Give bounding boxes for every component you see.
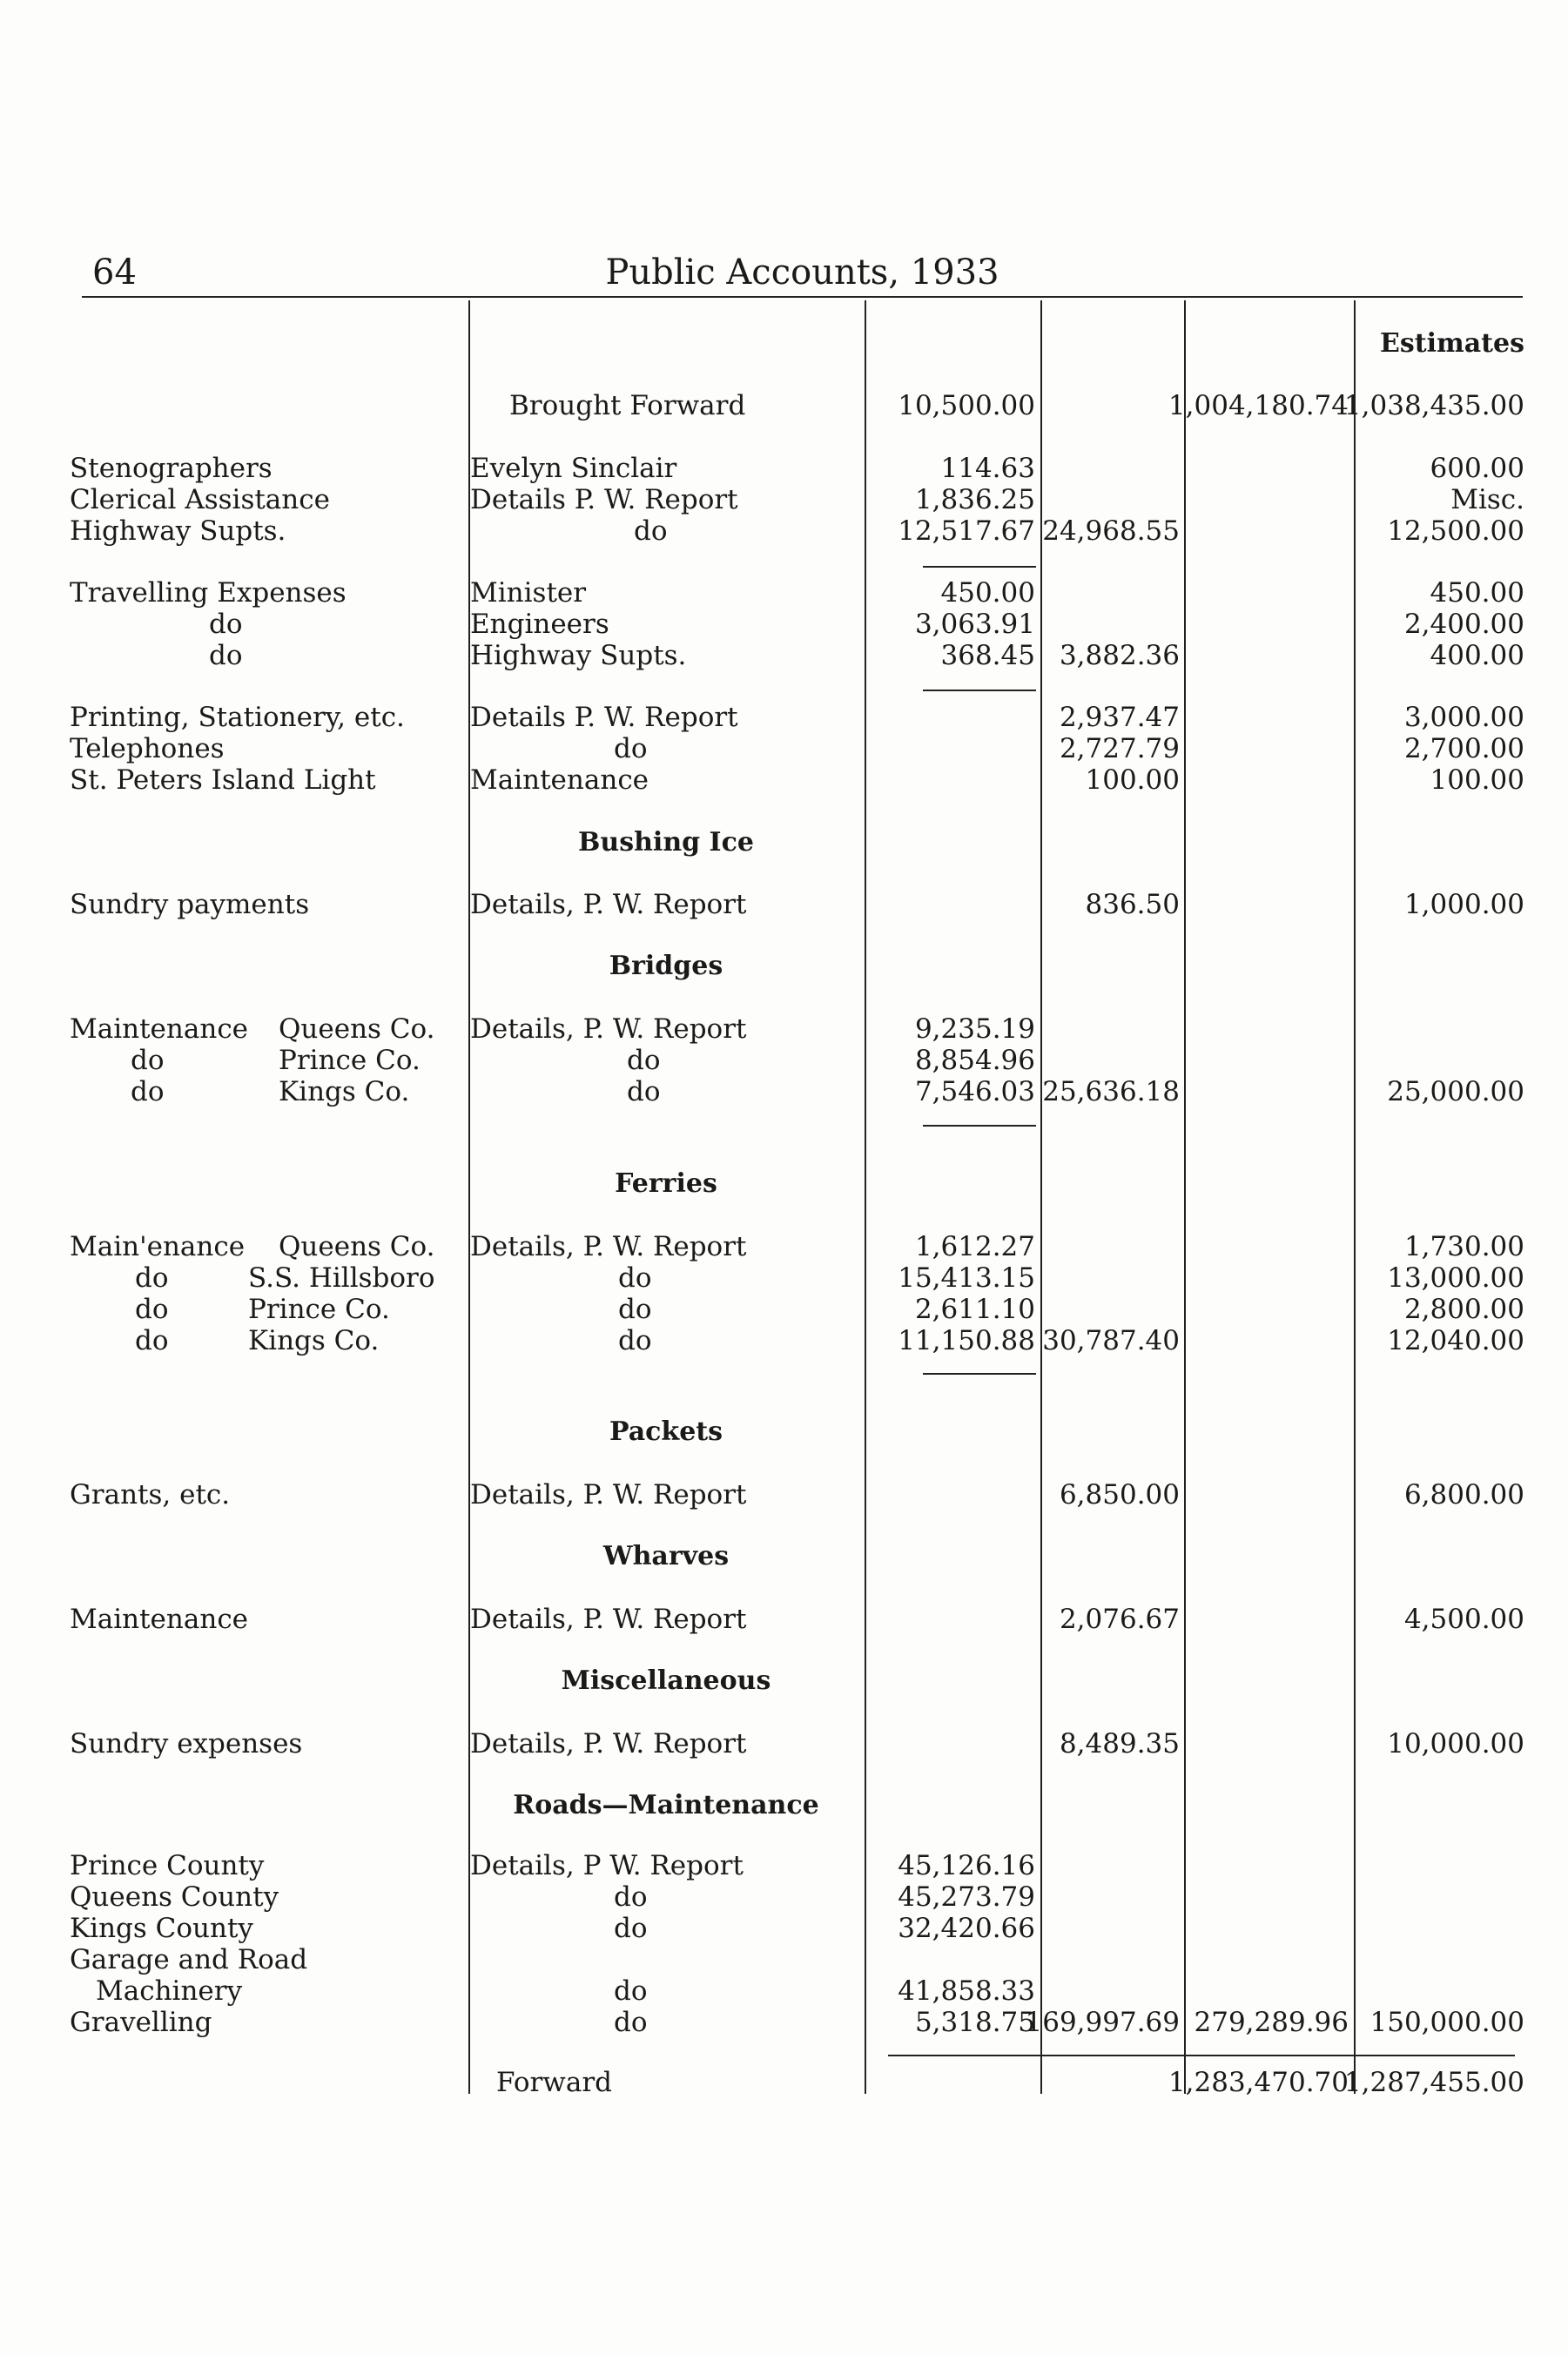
row-label: Kings County bbox=[70, 1913, 253, 1944]
row-amount: 450.00 bbox=[940, 577, 1035, 609]
forward-c6: 1,287,455.00 bbox=[1343, 2067, 1524, 2098]
brought-forward-c5: 1,004,180.74 bbox=[1168, 390, 1349, 421]
row-estimate: 2,800.00 bbox=[1403, 1294, 1524, 1325]
row-label: Telephones bbox=[70, 733, 225, 764]
row-estimate: 150,000.00 bbox=[1369, 2007, 1524, 2038]
row-detail: do bbox=[627, 1076, 661, 1107]
row-subtotal: 2,076.67 bbox=[1059, 1604, 1180, 1635]
row-estimate: 2,700.00 bbox=[1403, 733, 1524, 764]
row-detail: do bbox=[618, 1294, 652, 1325]
row-amount: 1,836.25 bbox=[914, 484, 1035, 515]
row-amount: 15,413.15 bbox=[898, 1262, 1035, 1294]
row-estimate: 1,000.00 bbox=[1403, 889, 1524, 920]
row-label: St. Peters Island Light bbox=[70, 764, 376, 796]
section-heading: Packets bbox=[609, 1416, 723, 1447]
row-detail: Details, P. W. Report bbox=[470, 1604, 747, 1635]
row-detail: do bbox=[614, 733, 648, 764]
row-county: S.S. Hillsboro bbox=[248, 1262, 435, 1294]
row-label: Clerical Assistance bbox=[70, 484, 330, 515]
column-divider bbox=[1040, 300, 1042, 2094]
row-detail: Details P. W. Report bbox=[470, 702, 738, 733]
brought-forward-c6: 1,038,435.00 bbox=[1343, 390, 1524, 421]
row-label: Garage and Road bbox=[70, 1944, 308, 1975]
row-label: Sundry payments bbox=[70, 889, 310, 920]
row-label: Grants, etc. bbox=[70, 1479, 231, 1511]
row-subtotal: 25,636.18 bbox=[1042, 1076, 1180, 1107]
row-estimate: 12,040.00 bbox=[1387, 1325, 1524, 1356]
row-detail: Details, P. W. Report bbox=[470, 1728, 747, 1760]
row-estimate: 600.00 bbox=[1430, 453, 1524, 484]
row-detail: do bbox=[614, 1913, 648, 1944]
row-detail: Details, P. W. Report bbox=[470, 1479, 747, 1511]
row-detail: Details, P. W. Report bbox=[470, 889, 747, 920]
row-amount: 9,235.19 bbox=[914, 1013, 1035, 1045]
row-subtotal: 100.00 bbox=[1085, 764, 1180, 796]
row-amount: 32,420.66 bbox=[898, 1913, 1035, 1944]
section-heading: Ferries bbox=[615, 1168, 717, 1199]
row-amount: 3,063.91 bbox=[914, 609, 1035, 640]
row-amount: 2,611.10 bbox=[914, 1294, 1035, 1325]
row-detail: Details, P. W. Report bbox=[470, 1231, 747, 1262]
row-detail: Maintenance bbox=[470, 764, 649, 796]
row-estimate: 1,730.00 bbox=[1403, 1231, 1524, 1262]
subtotal-rule bbox=[923, 566, 1036, 568]
row-county: Prince Co. bbox=[248, 1294, 390, 1325]
row-amount: 5,318.75 bbox=[914, 2007, 1035, 2038]
section-heading: Roads—Maintenance bbox=[513, 1790, 819, 1820]
subtotal-rule bbox=[923, 1125, 1036, 1127]
row-estimate: 25,000.00 bbox=[1387, 1076, 1524, 1107]
row-detail: do bbox=[614, 1881, 648, 1913]
row-amount: 11,150.88 bbox=[898, 1325, 1035, 1356]
brought-forward-label: Brought Forward bbox=[509, 390, 746, 421]
row-label: Highway Supts. bbox=[70, 515, 286, 547]
row-detail: Engineers bbox=[470, 609, 609, 640]
row-estimate: 400.00 bbox=[1430, 640, 1524, 671]
row-detail: do bbox=[618, 1262, 652, 1294]
row-estimate: 13,000.00 bbox=[1387, 1262, 1524, 1294]
row-county: Prince Co. bbox=[279, 1045, 421, 1076]
row-label: Main'enance bbox=[70, 1231, 246, 1262]
row-county: Queens Co. bbox=[279, 1231, 435, 1262]
row-detail: do bbox=[614, 1975, 648, 2007]
row-subtotal: 30,787.40 bbox=[1042, 1325, 1180, 1356]
row-label: Printing, Stationery, etc. bbox=[70, 702, 405, 733]
row-county: Queens Co. bbox=[279, 1013, 435, 1045]
row-label: do bbox=[135, 1325, 169, 1356]
row-label: do bbox=[131, 1045, 165, 1076]
row-subtotal: 8,489.35 bbox=[1059, 1728, 1180, 1760]
brought-forward-c3: 10,500.00 bbox=[898, 390, 1035, 421]
row-amount: 7,546.03 bbox=[914, 1076, 1035, 1107]
section-heading: Bridges bbox=[609, 951, 723, 981]
row-label: do bbox=[131, 1076, 165, 1107]
row-estimate: 6,800.00 bbox=[1403, 1479, 1524, 1511]
row-subtotal: 836.50 bbox=[1085, 889, 1180, 920]
row-label: do bbox=[135, 1262, 169, 1294]
row-amount: 8,854.96 bbox=[914, 1045, 1035, 1076]
row-estimate: 3,000.00 bbox=[1403, 702, 1524, 733]
section-heading: Wharves bbox=[602, 1541, 730, 1571]
section-heading: Bushing Ice bbox=[578, 827, 754, 858]
row-label: Sundry expenses bbox=[70, 1728, 303, 1760]
row-detail: Minister bbox=[470, 577, 587, 609]
row-amount: 114.63 bbox=[940, 453, 1035, 484]
row-estimate: 2,400.00 bbox=[1403, 609, 1524, 640]
row-detail: do bbox=[634, 515, 668, 547]
page-title: Public Accounts, 1933 bbox=[605, 252, 999, 293]
row-label: do bbox=[209, 609, 243, 640]
total-rule bbox=[888, 2055, 1515, 2056]
row-total: 279,289.96 bbox=[1194, 2007, 1349, 2038]
row-estimate: 12,500.00 bbox=[1387, 515, 1524, 547]
row-estimate: Misc. bbox=[1450, 484, 1524, 515]
row-subtotal: 2,937.47 bbox=[1059, 702, 1180, 733]
forward-c5: 1,283,470.70 bbox=[1168, 2067, 1349, 2098]
row-detail: do bbox=[627, 1045, 661, 1076]
row-detail: Details, P. W. Report bbox=[470, 1013, 747, 1045]
row-label: Travelling Expenses bbox=[70, 577, 347, 609]
row-detail: Highway Supts. bbox=[470, 640, 687, 671]
row-label: Gravelling bbox=[70, 2007, 212, 2038]
row-detail: Details, P W. Report bbox=[470, 1850, 744, 1881]
row-county: Kings Co. bbox=[279, 1076, 410, 1107]
estimates-heading: Estimates bbox=[1379, 328, 1524, 359]
forward-label: Forward bbox=[496, 2067, 612, 2098]
row-detail: Evelyn Sinclair bbox=[470, 453, 677, 484]
column-divider bbox=[1354, 300, 1356, 2094]
row-detail: do bbox=[614, 2007, 648, 2038]
row-label: Stenographers bbox=[70, 453, 273, 484]
row-estimate: 4,500.00 bbox=[1403, 1604, 1524, 1635]
row-amount: 12,517.67 bbox=[898, 515, 1035, 547]
row-subtotal: 169,997.69 bbox=[1025, 2007, 1180, 2038]
row-label: Maintenance bbox=[70, 1604, 249, 1635]
row-detail: Details P. W. Report bbox=[470, 484, 738, 515]
row-amount: 368.45 bbox=[940, 640, 1035, 671]
row-county: Kings Co. bbox=[248, 1325, 380, 1356]
row-label: Maintenance bbox=[70, 1013, 249, 1045]
row-subtotal: 2,727.79 bbox=[1059, 733, 1180, 764]
subtotal-rule bbox=[923, 1373, 1036, 1375]
row-label: Machinery bbox=[96, 1975, 243, 2007]
row-detail: do bbox=[618, 1325, 652, 1356]
row-estimate: 10,000.00 bbox=[1387, 1728, 1524, 1760]
row-amount: 45,273.79 bbox=[898, 1881, 1035, 1913]
page-header bbox=[82, 252, 1523, 298]
row-amount: 1,612.27 bbox=[914, 1231, 1035, 1262]
row-label: Queens County bbox=[70, 1881, 279, 1913]
row-subtotal: 24,968.55 bbox=[1042, 515, 1180, 547]
page-number: 64 bbox=[92, 252, 137, 293]
row-label: Prince County bbox=[70, 1850, 265, 1881]
row-subtotal: 6,850.00 bbox=[1059, 1479, 1180, 1511]
row-estimate: 450.00 bbox=[1430, 577, 1524, 609]
row-estimate: 100.00 bbox=[1430, 764, 1524, 796]
row-amount: 45,126.16 bbox=[898, 1850, 1035, 1881]
column-divider bbox=[865, 300, 866, 2094]
row-label: do bbox=[209, 640, 243, 671]
row-subtotal: 3,882.36 bbox=[1059, 640, 1180, 671]
column-divider bbox=[1184, 300, 1186, 2094]
row-amount: 41,858.33 bbox=[898, 1975, 1035, 2007]
subtotal-rule bbox=[923, 690, 1036, 691]
row-label: do bbox=[135, 1294, 169, 1325]
section-heading: Miscellaneous bbox=[561, 1665, 771, 1696]
